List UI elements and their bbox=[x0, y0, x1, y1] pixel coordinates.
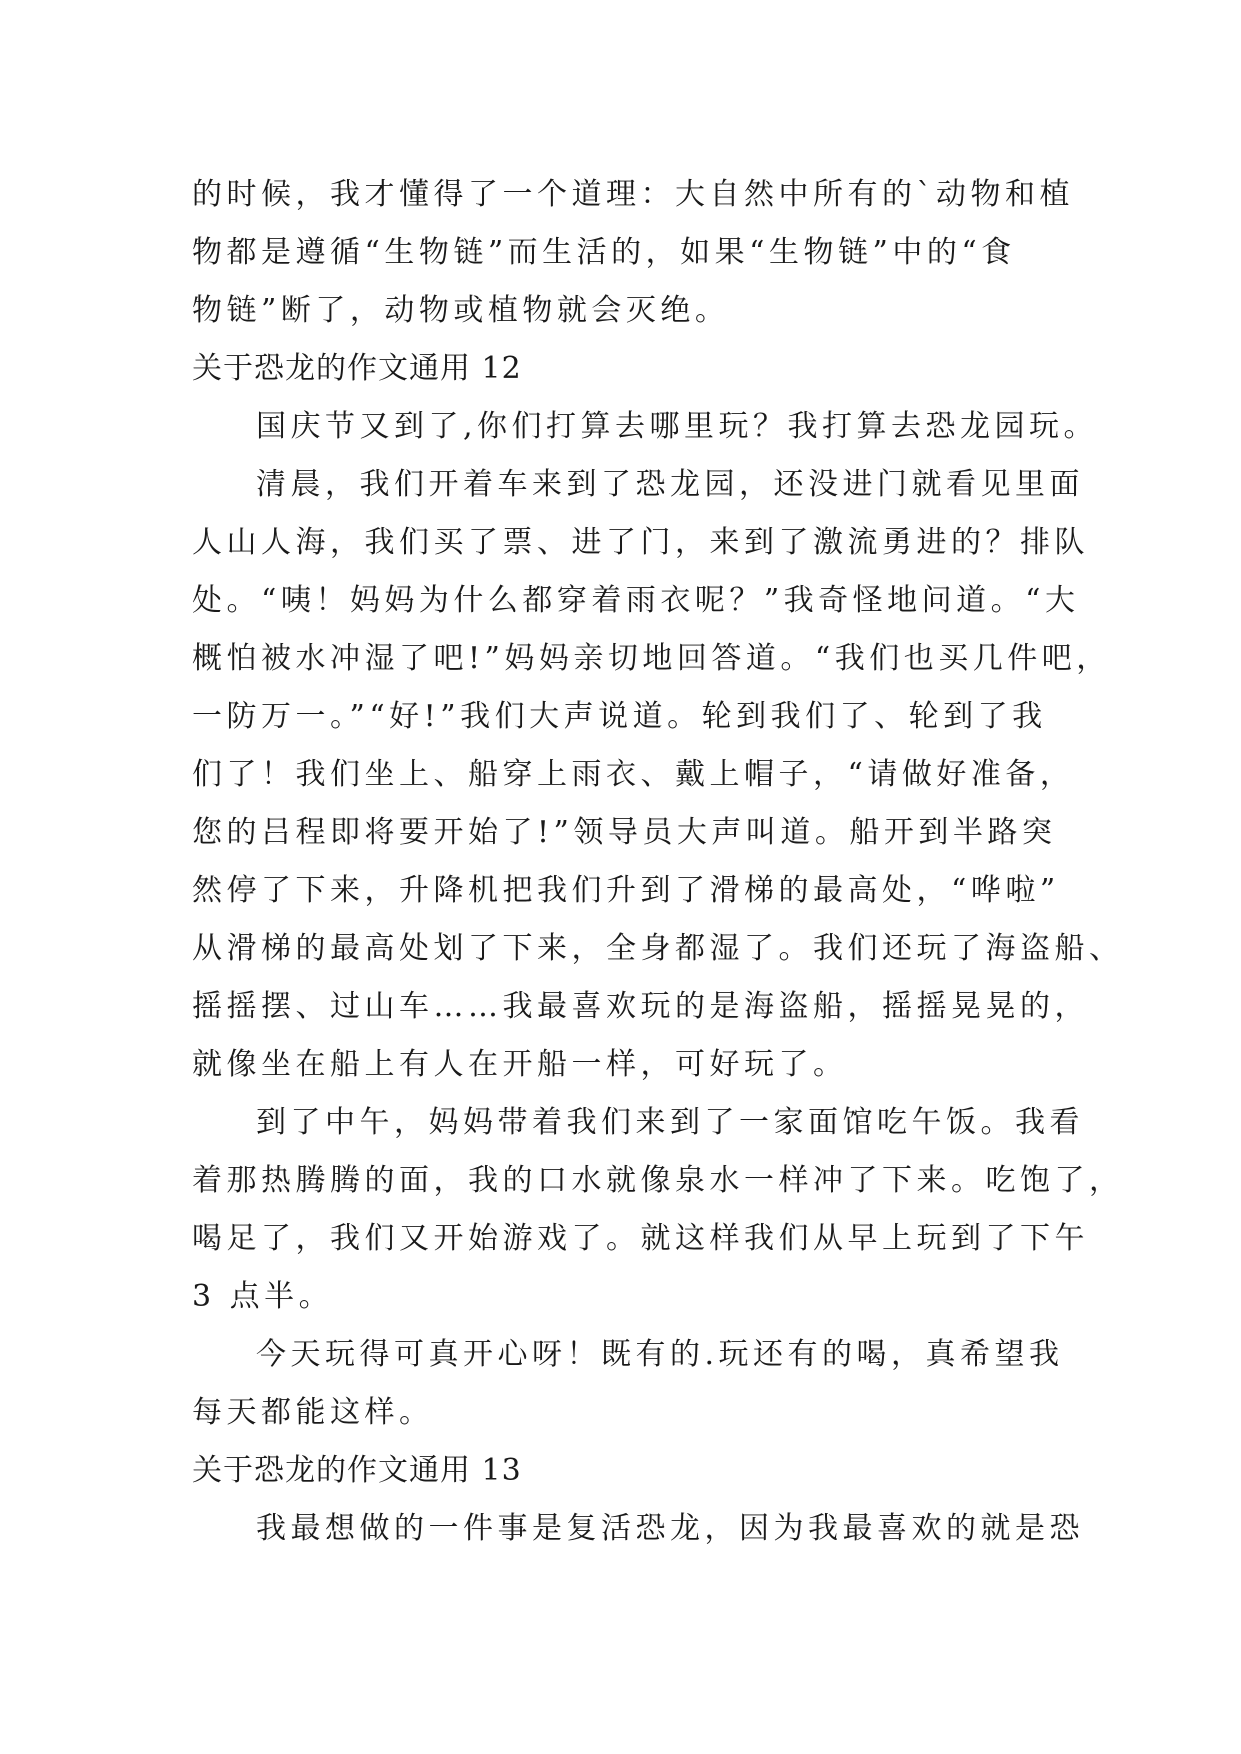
text-line: 物都是遵循“生物链”而生活的，如果“生物链”中的“食 bbox=[192, 235, 1016, 270]
text-line: 摇摇摆、过山车……我最喜欢玩的是海盗船，摇摇晃晃的， bbox=[192, 989, 1089, 1024]
paragraph bbox=[192, 398, 1099, 456]
document-body bbox=[192, 166, 1124, 1558]
text-line: 清晨，我们开着车来到了恐龙园，还没进门就看见里面 bbox=[256, 467, 1084, 502]
paragraph bbox=[192, 1094, 1124, 1326]
text-line: 国庆节又到了,你们打算去哪里玩？我打算去恐龙园玩。 bbox=[256, 409, 1099, 444]
paragraph bbox=[192, 1326, 1064, 1442]
section-heading: 关于恐龙的作文通用 13 bbox=[192, 1453, 522, 1488]
paragraph bbox=[192, 456, 1124, 1094]
text-line: 今天玩得可真开心呀！既有的.玩还有的喝，真希望我 bbox=[256, 1337, 1064, 1372]
section-heading: 关于恐龙的作文通用 12 bbox=[192, 351, 522, 386]
text-line: 然停了下来，升降机把我们升到了滑梯的最高处，“哗啦” bbox=[192, 873, 1060, 908]
text-line: 概怕被水冲湿了吧!”妈妈亲切地回答道。“我们也买几件吧， bbox=[192, 641, 1111, 676]
text-line: 从滑梯的最高处划了下来，全身都湿了。我们还玩了海盗船、 bbox=[192, 931, 1124, 966]
text-line: 物链”断了，动物或植物就会灭绝。 bbox=[192, 293, 730, 328]
text-line: 一防万一。”“好!”我们大声说道。轮到我们了、轮到了我 bbox=[192, 699, 1047, 734]
text-line: 每天都能这样。 bbox=[192, 1395, 434, 1430]
paragraph bbox=[192, 1500, 1084, 1558]
text-line: 您的吕程即将要开始了!”领导员大声叫道。船开到半路突 bbox=[192, 815, 1057, 850]
text-line: 就像坐在船上有人在开船一样，可好玩了。 bbox=[192, 1047, 848, 1082]
paragraph bbox=[192, 166, 1074, 340]
text-line: 我最想做的一件事是复活恐龙，因为我最喜欢的就是恐 bbox=[256, 1511, 1084, 1546]
text-line: 人山人海，我们买了票、进了门，来到了激流勇进的？排队 bbox=[192, 525, 1089, 560]
text-line: 3 点半。 bbox=[192, 1279, 334, 1314]
text-line: 的时候，我才懂得了一个道理：大自然中所有的`动物和植 bbox=[192, 177, 1074, 212]
text-line: 着那热腾腾的面，我的口水就像泉水一样冲了下来。吃饱了， bbox=[192, 1163, 1124, 1198]
text-line: 们了！我们坐上、船穿上雨衣、戴上帽子，“请做好准备， bbox=[192, 757, 1075, 792]
text-line: 喝足了，我们又开始游戏了。就这样我们从早上玩到了下午 bbox=[192, 1221, 1089, 1256]
text-line: 到了中午，妈妈带着我们来到了一家面馆吃午饭。我看 bbox=[256, 1105, 1084, 1140]
text-line: 处。“咦！妈妈为什么都穿着雨衣呢？”我奇怪地问道。“大 bbox=[192, 583, 1080, 618]
